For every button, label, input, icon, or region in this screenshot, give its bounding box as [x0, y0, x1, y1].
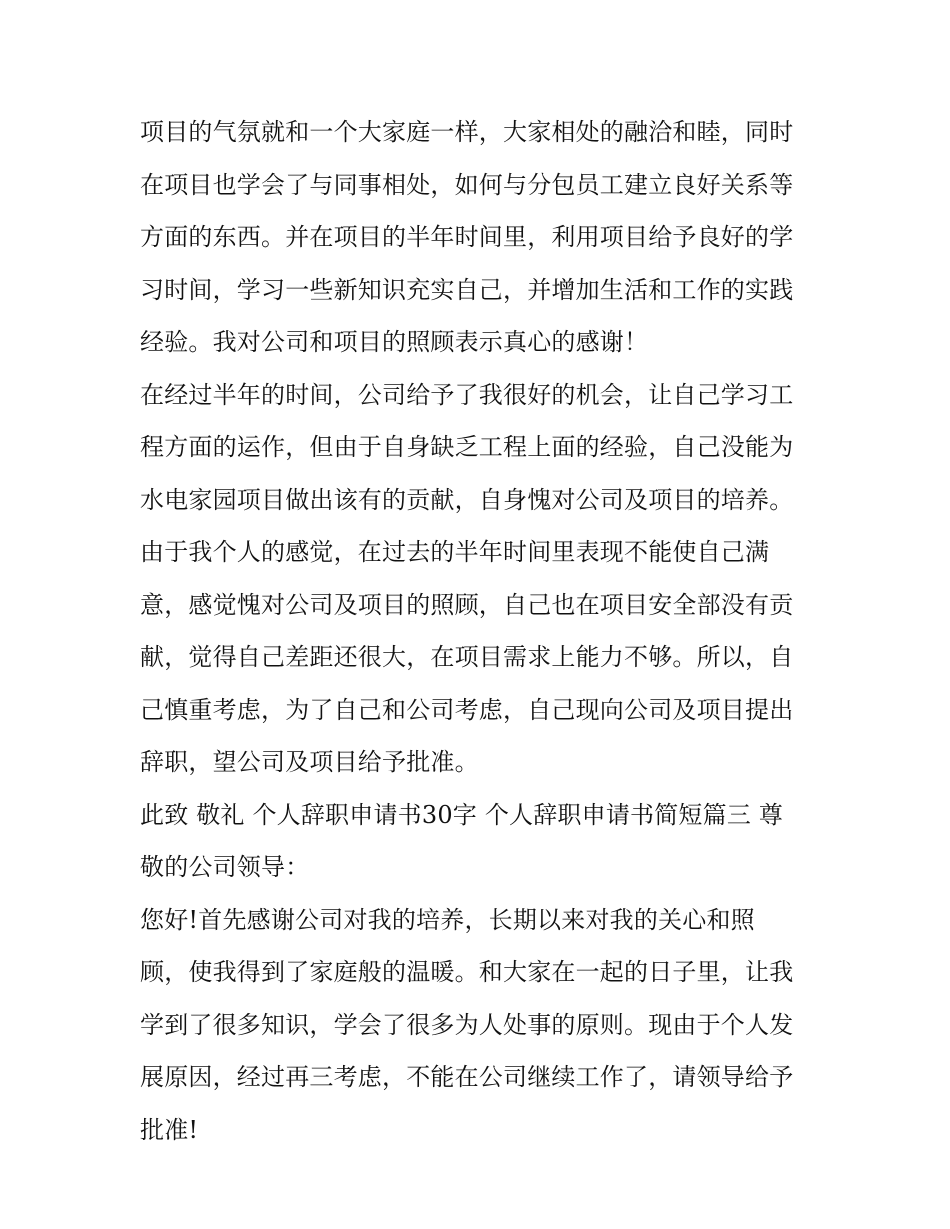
text-line: 水电家园项目做出该有的贡献，自身愧对公司及项目的培养。: [140, 485, 794, 514]
text-line: 您好!首先感谢公司对我的培养，长期以来对我的关心和照: [140, 905, 755, 934]
text-line: 敬的公司领导：: [140, 853, 310, 881]
text-line: 顾，使我得到了家庭般的温暖。和大家在一起的日子里，让我: [140, 958, 794, 986]
text-line: 项目的气氛就和一个大家庭一样，大家相处的融洽和睦，同时: [140, 118, 794, 146]
text-line: 学到了很多知识，学会了很多为人处事的原则。现由于个人发: [140, 1010, 794, 1039]
text-line: 辞职，望公司及项目给予批准。: [140, 748, 479, 776]
text-line: 展原因，经过再三考虑，不能在公司继续工作了，请领导给予: [140, 1063, 794, 1091]
text-line: 在项目也学会了与同事相处，如何与分包员工建立良好关系等: [140, 170, 794, 199]
text-line: 批准!: [140, 1115, 199, 1144]
text-line: 程方面的运作，但由于自身缺乏工程上面的经验，自己没能为: [140, 433, 794, 461]
text-line: 己慎重考虑，为了自己和公司考虑，自己现向公司及项目提出: [140, 695, 794, 724]
text-line: 意，感觉愧对公司及项目的照顾，自己也在项目安全部没有贡: [140, 590, 794, 619]
text-line: 习时间，学习一些新知识充实自己，并增加生活和工作的实践: [140, 275, 794, 304]
text-line: 在经过半年的时间，公司给予了我很好的机会，让自己学习工: [140, 380, 794, 409]
text-line: 此致 敬礼 个人辞职申请书30字 个人辞职申请书简短篇三 尊: [140, 800, 784, 829]
text-line: 方面的东西。并在项目的半年时间里，利用项目给予良好的学: [140, 223, 794, 251]
document-body: [140, 106, 830, 1156]
text-line: 由于我个人的感觉，在过去的半年时间里表现不能使自己满: [140, 538, 770, 566]
text-line: 经验。我对公司和项目的照顾表示真心的感谢！: [140, 328, 649, 356]
text-line: 献，觉得自己差距还很大，在项目需求上能力不够。所以，自: [140, 643, 794, 671]
